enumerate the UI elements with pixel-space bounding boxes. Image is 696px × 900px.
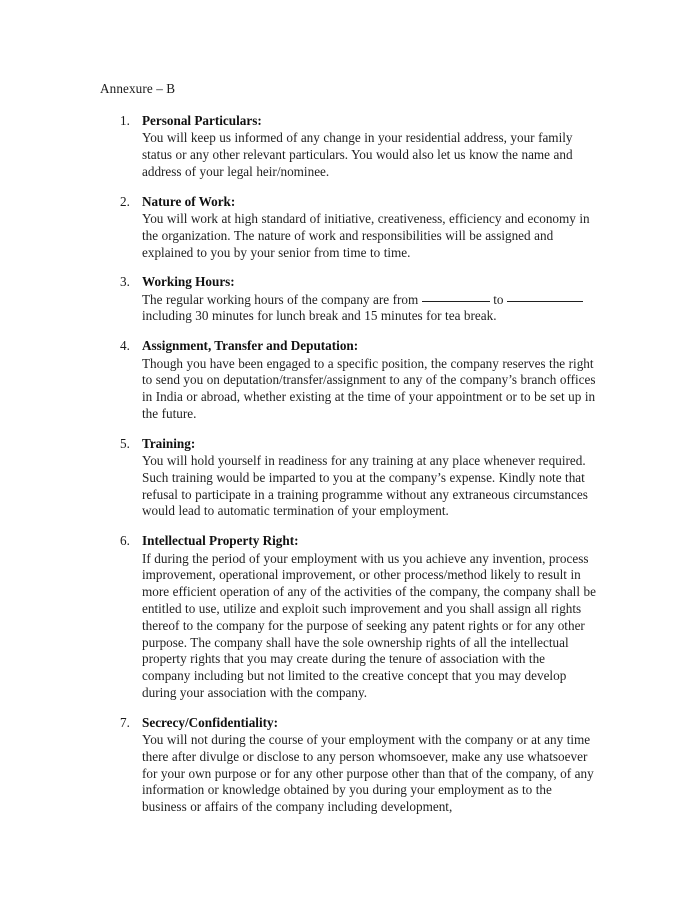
clause-item-assignment-transfer-deputation <box>100 338 596 422</box>
clause-item-personal-particulars <box>100 113 596 181</box>
clause-item-training <box>100 436 596 520</box>
clause-heading: Training: <box>142 435 196 451</box>
clause-heading: Secrecy/Confidentiality: <box>142 714 279 730</box>
clause-text: If during the period of your employment with us you achieve any invention, process improvement, operational improvement, or other process/method likely to result in more efficient operation of any of the activities of the company, the company shall be entitled to use, utilize and exploit such improvement and you shall assign all rights thereof to the company for the purpose of seeking any patent rights or for any other purpose. The company shall have the sole ownership rights of all the intellectual property rights that you may create during the tenure of association with the company including but not limited to the creative concept that you may develop during your association with the company. <box>142 550 596 700</box>
clause-text: You will hold yourself in readiness for any training at any place whenever required. Such training would be imparted to you at the company’s expense. Kindly note that refusal to participate in a training programme without any extraneous circumstances would lead to automatic termination of your employment. <box>142 453 588 519</box>
clause-text: You will work at high standard of initiative, creativeness, efficiency and economy in the organization. The nature of work and responsibilities will be assigned and explained to you by your senior from time to time. <box>142 210 590 260</box>
clause-text: You will not during the course of your employment with the company or at any time there after divulge or disclose to any person whomsoever, make any use whatsoever for your own purpose or for any other purpose other than that of the company, of any information or knowledge obtained by you during your employment as to the business or affairs of the company including development, <box>142 732 594 815</box>
clause-text: Though you have been engaged to a specific position, the company reserves the right to send you on deputation/transfer/assignment to any of the company’s branch offices in India or abroad, whether existing at the time of your appointment or to be set up in the future. <box>142 355 596 421</box>
clause-item-working-hours <box>100 274 596 325</box>
clause-list <box>100 113 596 816</box>
clause-item-secrecy-confidentiality <box>100 715 596 816</box>
clause-number: 1. <box>120 113 130 128</box>
clause-number: 3. <box>120 274 130 290</box>
start-time-blank-field[interactable] <box>422 301 490 302</box>
page-title: Annexure – B <box>100 81 176 96</box>
working-hours-text-before-start-time: The regular working hours of the company are from <box>142 291 422 307</box>
clause-text: You will keep us informed of any change in your residential address, your family status or any other relevant particulars. You would also let us know the name and address of your legal heir/nominee. <box>142 130 573 179</box>
clause-text <box>142 292 596 326</box>
clause-heading: Working Hours: <box>142 274 235 290</box>
clause-number: 5. <box>120 435 130 451</box>
clause-heading: Intellectual Property Right: <box>142 533 299 549</box>
clause-item-intellectual-property-right <box>100 533 596 701</box>
clause-heading: Nature of Work: <box>142 193 236 209</box>
clause-number: 4. <box>120 338 130 354</box>
working-hours-text-after-end-time: including 30 minutes for lunch break and 15 minutes for tea break. <box>142 308 497 324</box>
clause-item-nature-of-work <box>100 194 596 262</box>
clause-heading: Personal Particulars: <box>142 113 262 128</box>
clause-number: 6. <box>120 533 130 549</box>
end-time-blank-field[interactable] <box>507 301 583 302</box>
working-hours-text-between-times: to <box>489 291 508 307</box>
clause-number: 2. <box>120 193 130 209</box>
clause-number: 7. <box>120 714 130 730</box>
document-body <box>100 80 596 816</box>
clause-heading: Assignment, Transfer and Deputation: <box>142 338 359 354</box>
